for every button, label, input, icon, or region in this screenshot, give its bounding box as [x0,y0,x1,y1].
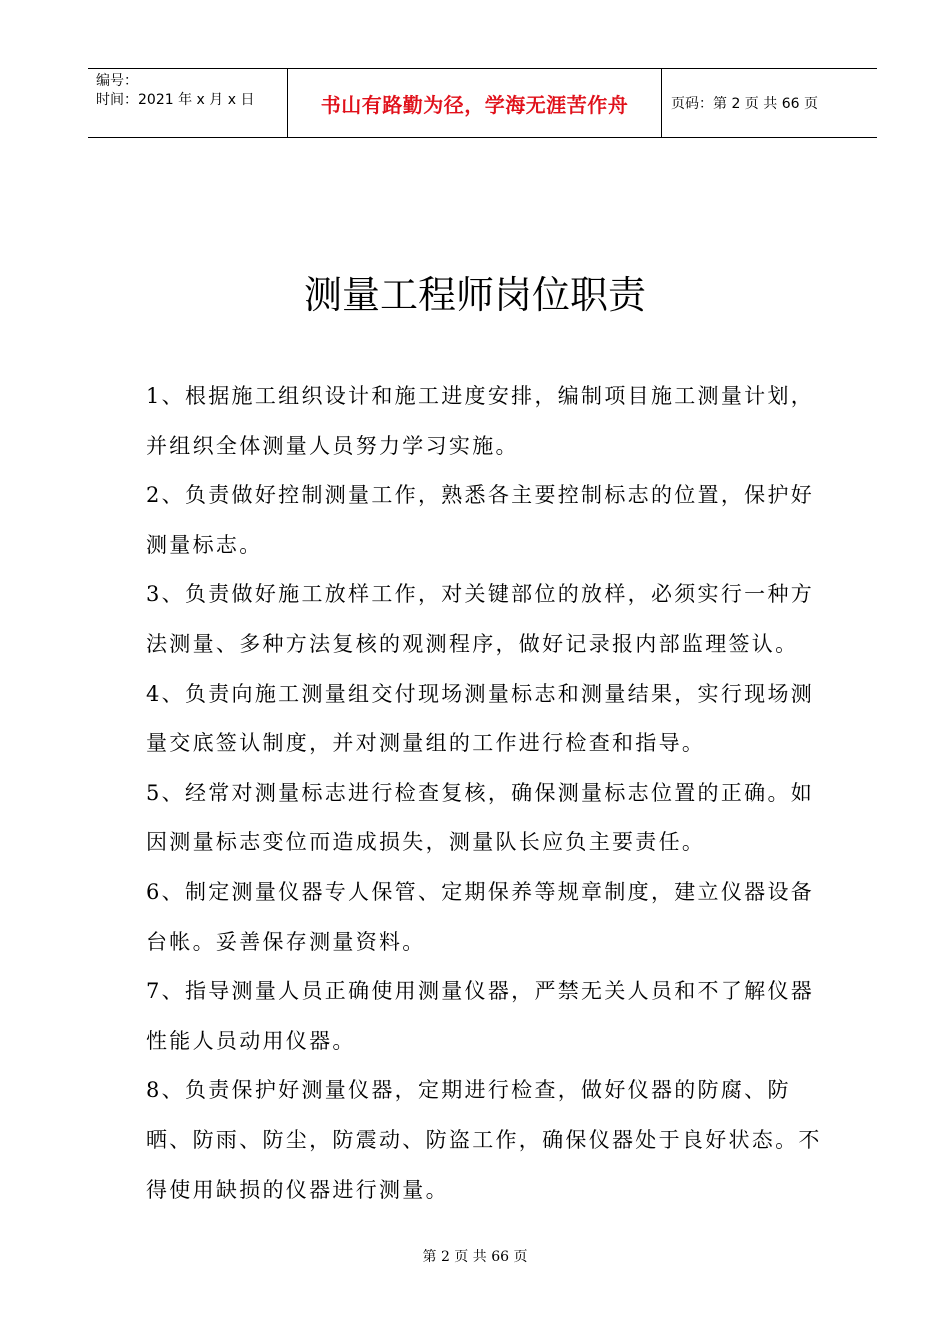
motto-text: 书山有路勤为径，学海无涯苦作舟 [320,92,629,117]
page-info: 页码：第 2 页 共 66 页 [671,96,818,112]
duty-paragraph-4: 4、负责向施工测量组交付现场测量标志和测量结果，实行现场测量交底签认制度，并对测量组的工作进行检查和指导。 [146,681,815,756]
document-body [146,372,836,1215]
duty-paragraph-2: 2、负责做好控制测量工作，熟悉各主要控制标志的位置，保护好测量标志。 [146,483,815,557]
time-label: 时间：2021 年 x 月 x 日 [96,92,255,108]
header-meta-cell [88,69,288,137]
header-motto-cell [288,69,662,137]
duty-paragraph-5: 5、经常对测量标志进行检查复核，确保测量标志位置的正确。如因测量标志变位而造成损失，测量队长应负主要责任。 [146,780,815,855]
page-footer: 第 2 页 共 66 页 [422,1249,528,1265]
duty-paragraph-7: 7、指导测量人员正确使用测量仪器，严禁无关人员和不了解仪器性能人员动用仪器。 [146,979,815,1053]
code-label: 编号： [96,73,138,89]
document-title: 测量工程师岗位职责 [303,273,646,317]
duty-paragraph-3: 3、负责做好施工放样工作，对关键部位的放样，必须实行一种方法测量、多种方法复核的观测程序，做好记录报内部监理签认。 [146,582,815,656]
duty-paragraph-6: 6、制定测量仪器专人保管、定期保养等规章制度，建立仪器设备台帐。妥善保存测量资料。 [146,879,815,954]
header-table [88,68,877,138]
duty-paragraph-8: 8、负责保护好测量仪器，定期进行检查，做好仪器的防腐、防晒、防雨、防尘，防震动、防盗工作，确保仪器处于良好状态。不得使用缺损的仪器进行测量。 [146,1078,822,1202]
header-page-cell [662,69,877,137]
duty-paragraph-1: 1、根据施工组织设计和施工进度安排，编制项目施工测量计划，并组织全体测量人员努力学习实施。 [146,384,815,458]
